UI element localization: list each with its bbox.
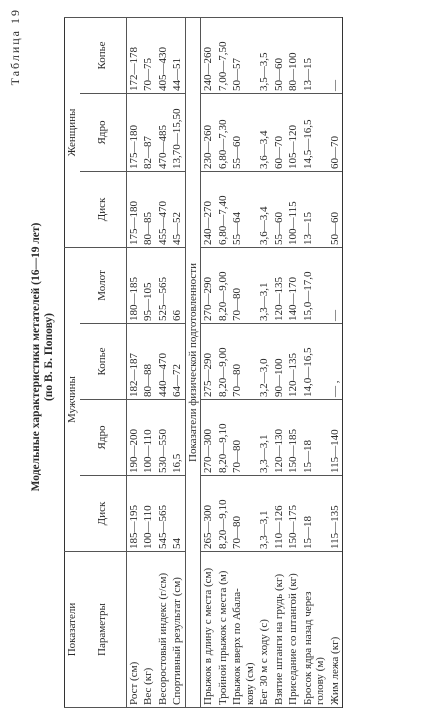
row-value: 150—175 <box>286 476 301 552</box>
row-value: 55—64 <box>230 171 257 247</box>
row-value: 240—260 <box>201 17 216 93</box>
row-value: 545—565 <box>156 476 171 552</box>
row-value: 100—110 <box>141 400 156 476</box>
row-value: 90—100 <box>272 324 287 400</box>
row-value: 185—195 <box>126 476 141 552</box>
row-value: 50—60 <box>272 17 287 93</box>
row-value: 3,3—3,1 <box>257 476 272 552</box>
row-label-line: Бросок ядра назад через <box>301 591 314 705</box>
table-row <box>272 17 287 707</box>
row-value: 140—170 <box>286 247 301 323</box>
row-value: 15—18 <box>301 400 328 476</box>
row-value: 110—126 <box>272 476 287 552</box>
table-title-line1: Модельные характеристики метателей (16—19 лет) <box>30 222 42 492</box>
row-value: 45—52 <box>170 171 185 247</box>
table-row <box>216 17 231 707</box>
row-value: 230—260 <box>201 93 216 171</box>
row-value: 70—80 <box>230 247 257 323</box>
header-params: Параметры <box>80 552 127 708</box>
row-value: — <box>328 247 343 323</box>
row-value: 50—60 <box>328 171 343 247</box>
row-value: 3,5—3,5 <box>257 17 272 93</box>
row-label-line: голову (м) <box>314 657 326 705</box>
row-value: 105—120 <box>286 93 301 171</box>
row-value: 175—180 <box>126 171 141 247</box>
row-value: 175—180 <box>126 93 141 171</box>
row-value: 44—51 <box>170 17 185 93</box>
row-value: 455—470 <box>156 171 171 247</box>
section2-body <box>201 17 343 707</box>
table-number-label: Таблица 19 <box>8 8 22 86</box>
table-row <box>257 17 272 707</box>
section2-header-row <box>185 17 201 707</box>
row-value: 13—15 <box>301 17 328 93</box>
row-value: 55—60 <box>230 93 257 171</box>
table-row <box>170 17 185 707</box>
row-label-line: Прыжок вверх по Абала- <box>231 588 243 705</box>
row-value: 150—185 <box>286 400 301 476</box>
row-value: 115—135 <box>328 476 343 552</box>
row-value: — <box>328 17 343 93</box>
row-value: 80—85 <box>141 171 156 247</box>
row-value: 470—485 <box>156 93 171 171</box>
row-value: 182—187 <box>126 324 141 400</box>
row-value: 54 <box>170 476 185 552</box>
row-value: 70—75 <box>141 17 156 93</box>
row-value: 70—80 <box>230 400 257 476</box>
row-value: 3,3—3,1 <box>257 400 272 476</box>
row-value: 240—270 <box>201 171 216 247</box>
header-women-event: Копье <box>80 17 127 93</box>
row-value: 50—57 <box>230 17 257 93</box>
row-label-line: Бег 30 м с ходу (с) <box>258 619 270 705</box>
row-value: 172—178 <box>126 17 141 93</box>
row-value: 60—70 <box>328 93 343 171</box>
table-title <box>30 0 56 714</box>
row-value: 8,20—9,00 <box>216 324 231 400</box>
header-men: Мужчины <box>65 247 80 551</box>
row-value: 60—70 <box>272 93 287 171</box>
header-indicators: Показатели <box>65 552 80 708</box>
row-value: 405—430 <box>156 17 171 93</box>
header-women-event: Диск <box>80 171 127 247</box>
row-value: 7,00—7,50 <box>216 17 231 93</box>
section2-title: Показатели физической подготовленности <box>185 17 201 707</box>
row-value: 190—200 <box>126 400 141 476</box>
row-value: 13,70—15,50 <box>170 93 185 171</box>
header-row-groups <box>65 17 80 707</box>
row-value: 100—110 <box>141 476 156 552</box>
row-label-line: Жим лежа (кг) <box>328 636 341 705</box>
row-label-line: Взятие штанги на грудь (кг) <box>272 573 285 705</box>
row-value: 120—130 <box>272 400 287 476</box>
row-value: 180—185 <box>126 247 141 323</box>
row-value: 270—300 <box>201 400 216 476</box>
table-row <box>328 17 343 707</box>
row-value: 115—140 <box>328 400 343 476</box>
row-value: 95—105 <box>141 247 156 323</box>
row-label-line: кову (см) <box>243 662 256 705</box>
row-value: 82—87 <box>141 93 156 171</box>
row-label: Рост (см) <box>126 552 141 708</box>
row-value: 70—80 <box>230 324 257 400</box>
row-value: 8,20—9,10 <box>216 476 231 552</box>
row-label-line: Тройной прыжок с места (м) <box>216 570 229 705</box>
header-row-events <box>80 17 127 707</box>
row-label: Спортивный результат (см) <box>170 552 185 708</box>
row-label <box>301 552 328 708</box>
row-value: 120—135 <box>272 247 287 323</box>
row-value: 100—115 <box>286 171 301 247</box>
row-value: 3,3—3,1 <box>257 247 272 323</box>
table-row <box>286 17 301 707</box>
row-label <box>230 552 257 708</box>
row-value: 70—80 <box>230 476 257 552</box>
row-value: 64—72 <box>170 324 185 400</box>
row-label <box>286 552 301 708</box>
row-value: 8,20—9,10 <box>216 400 231 476</box>
row-value: 3,6—3,4 <box>257 171 272 247</box>
table-row <box>156 17 171 707</box>
row-value: 6,80—7,30 <box>216 93 231 171</box>
table-row <box>141 17 156 707</box>
row-label <box>272 552 287 708</box>
table-row <box>201 17 216 707</box>
row-label: Вес (кг) <box>141 552 156 708</box>
header-women: Женщины <box>65 17 80 247</box>
row-value: 80—100 <box>286 17 301 93</box>
row-value: 15—18 <box>301 476 328 552</box>
row-value: 14,5—16,5 <box>301 93 328 171</box>
header-men-event: Копье <box>80 324 127 400</box>
row-value: 55—60 <box>272 171 287 247</box>
row-value: 530—550 <box>156 400 171 476</box>
row-label <box>257 552 272 708</box>
row-value: 16,5 <box>170 400 185 476</box>
row-value: 13—15 <box>301 171 328 247</box>
row-value: 15,0—17,0 <box>301 247 328 323</box>
row-value: 3,6—3,4 <box>257 93 272 171</box>
row-value: 120—135 <box>286 324 301 400</box>
row-value: 275—290 <box>201 324 216 400</box>
row-value: 440—470 <box>156 324 171 400</box>
row-value: 66 <box>170 247 185 323</box>
characteristics-table <box>64 17 343 708</box>
row-value: 80—88 <box>141 324 156 400</box>
row-value: 265—300 <box>201 476 216 552</box>
row-value: 270—290 <box>201 247 216 323</box>
header-women-event: Ядро <box>80 93 127 171</box>
row-value: 8,20—9,00 <box>216 247 231 323</box>
row-label: Весоростовый индекс (г/см) <box>156 552 171 708</box>
row-value: — , <box>328 324 343 400</box>
row-label-line: Прыжок в длину с места (см) <box>202 567 214 705</box>
row-label-line: Приседание со штангой (кг) <box>287 573 299 705</box>
row-label <box>216 552 231 708</box>
table-row <box>126 17 141 707</box>
table-row <box>230 17 257 707</box>
row-value: 6,80—7,40 <box>216 171 231 247</box>
row-value: 3,2—3,0 <box>257 324 272 400</box>
header-men-event: Диск <box>80 476 127 552</box>
table-row <box>301 17 328 707</box>
section1-body <box>126 17 185 707</box>
table-title-line2: (по В. Б. Попову) <box>43 312 55 402</box>
header-men-event: Ядро <box>80 400 127 476</box>
row-label <box>201 552 216 708</box>
header-men-event: Молот <box>80 247 127 323</box>
row-label <box>328 552 343 708</box>
row-value: 525—565 <box>156 247 171 323</box>
row-value: 14,0—16,5 <box>301 324 328 400</box>
